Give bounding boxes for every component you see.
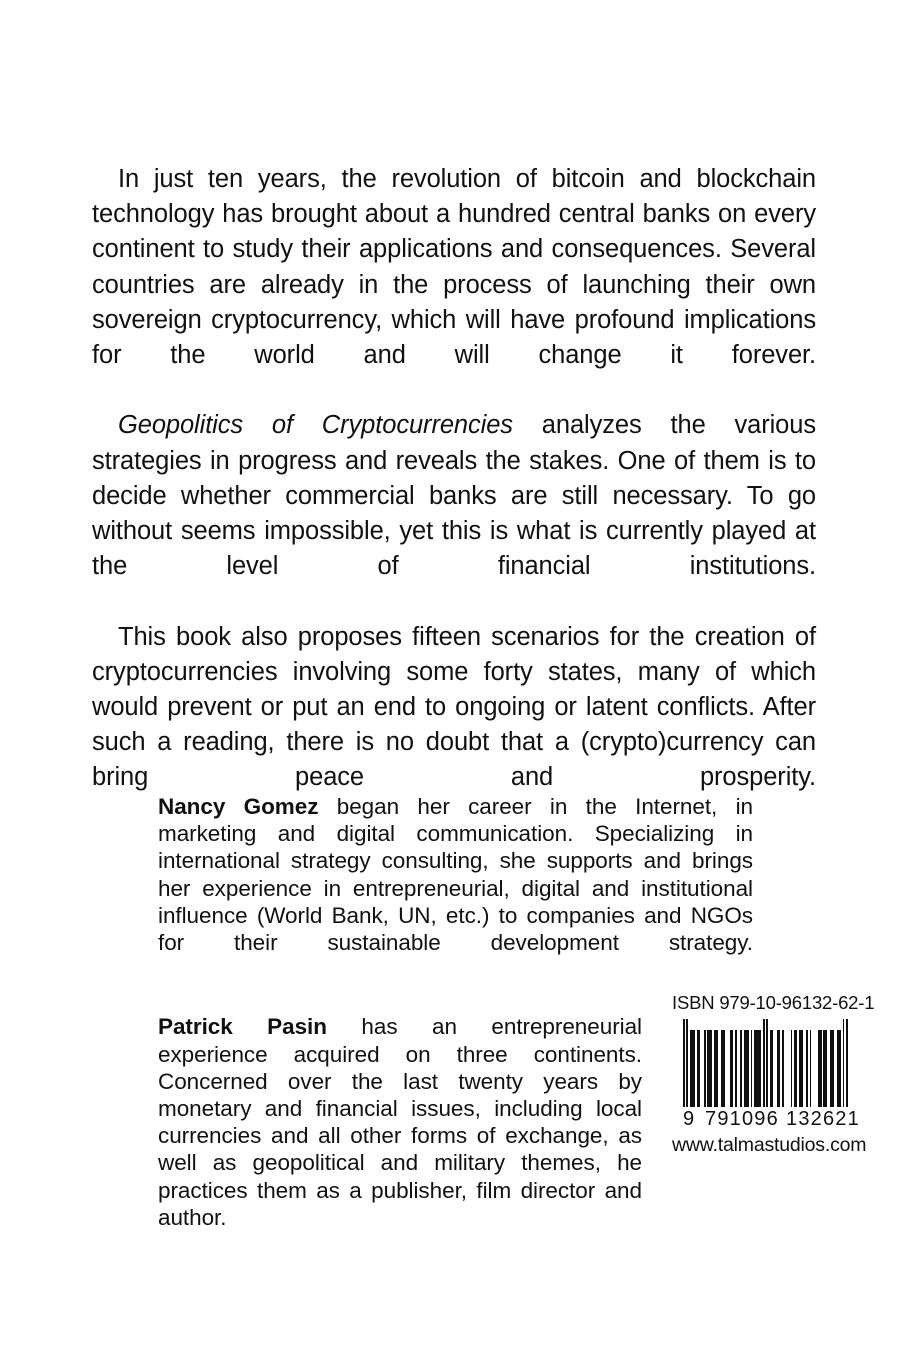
- author-bios-block: [158, 793, 753, 1258]
- isbn-label: ISBN 979-10-96132-62-1: [672, 992, 875, 1013]
- blurb-paragraph-2: [92, 408, 816, 619]
- isbn-barcode-block: [672, 992, 875, 1157]
- author-name-patrick-pasin: Patrick Pasin: [158, 1014, 327, 1040]
- blurb-paragraph-2-text: analyzes the various strategies in progress and reveals the stakes. One of them is to decide whether commercial banks are still necessary. To go without seems impossible, yet this is what is currently played at the level of financial institutions.: [92, 411, 816, 581]
- book-title-italic: Geopolitics of Cryptocurrencies: [118, 411, 513, 440]
- barcode-digits: [683, 1107, 858, 1131]
- publisher-website: www.talmastudios.com: [672, 1134, 867, 1156]
- author-name-nancy-gomez: Nancy Gomez: [158, 794, 319, 819]
- blurb-paragraph-1: [92, 162, 816, 408]
- barcode-right-group: 132621: [786, 1108, 860, 1130]
- author-bio-nancy-gomez-text: began her career in the Internet, in marketing and digital communication. Specializing in international strategy consulting, she supports and brings her experience in entrepreneurial, digital and institutional influence (World Bank, UN, etc.) to companies and NGOs for their sustainable development strategy.: [158, 794, 753, 956]
- barcode-lead-digit: 9: [683, 1108, 696, 1130]
- blurb-paragraph-3-text: This book also proposes fifteen scenarios for the creation of cryptocurrencies involving some forty states, many of which would prevent or put an end to ongoing or latent conflicts. After such a reading, there is no doubt that a (crypto)currency can bring peace and prosperity.: [92, 622, 816, 792]
- barcode-bars: [683, 1019, 848, 1107]
- blurb-paragraph-1-text: In just ten years, the revolution of bitcoin and blockchain technology has brought about a hundred central banks on every continent to study their applications and consequences. Several countries are already in the process of launching their own sovereign cryptocurrency, which will have profound implications for the world and will change it forever.: [92, 165, 816, 370]
- blurb-text-block: [92, 162, 816, 831]
- author-bio-patrick-pasin-text: has an entrepreneurial experience acquired on three continents. Concerned over the last twenty years by monetary and financial issues, including local currencies and all other forms of exchange, as well as geopolitical and military themes, he practices them as a publisher, film director and author.: [158, 1014, 642, 1230]
- barcode-left-group: 791096: [705, 1108, 779, 1130]
- author-bio-nancy-gomez: [158, 793, 753, 983]
- ean13-barcode: [683, 1019, 860, 1131]
- author-bio-patrick-pasin: [158, 1013, 642, 1258]
